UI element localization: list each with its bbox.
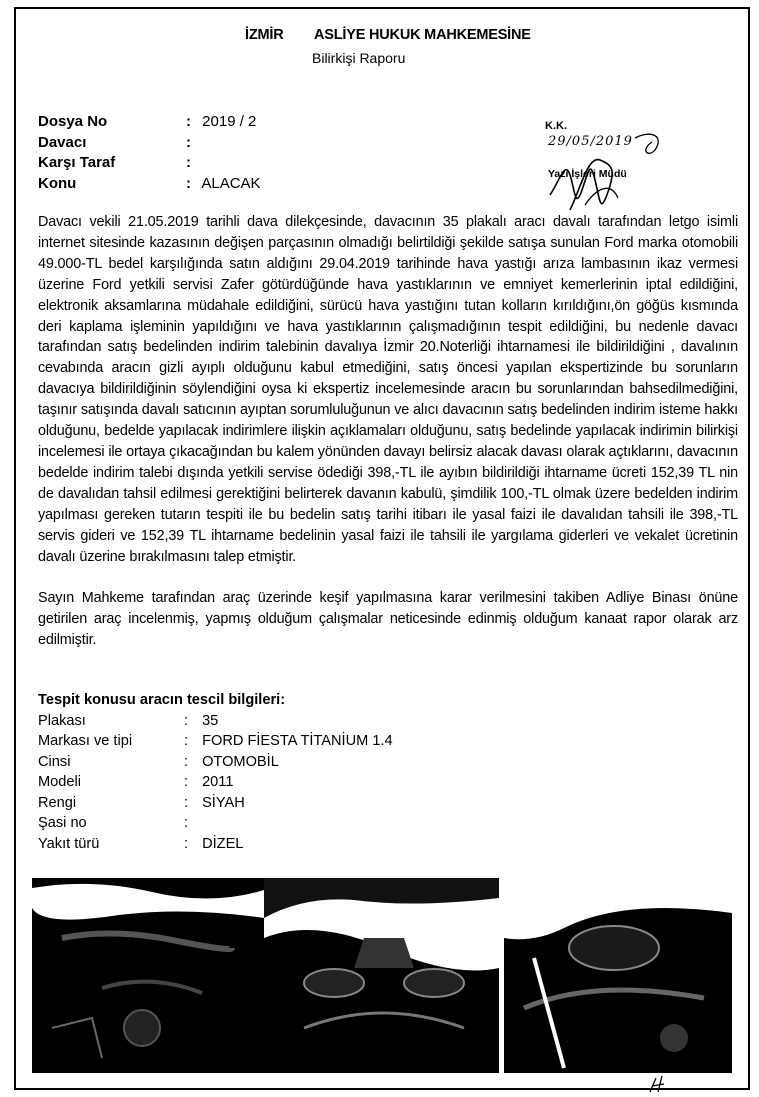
vehicle-info-label: Rengi xyxy=(38,794,77,811)
case-info-label: Karşı Taraf xyxy=(38,154,116,171)
vehicle-info xyxy=(38,690,393,854)
report-subtitle: Bilirkişi Raporu xyxy=(312,50,406,66)
city-name: İZMİR xyxy=(245,27,284,43)
case-info-value: ALACAK xyxy=(201,174,261,192)
vehicle-info-label: Plakası xyxy=(38,712,86,729)
stamp-date: 29/05/2019 xyxy=(548,134,633,149)
vehicle-info-value: 35 xyxy=(202,712,219,729)
vehicle-info-label: Modeli xyxy=(38,774,81,790)
body-paragraph: Davacı vekili 21.05.2019 tarihli dava dilekçesinde, davacının 35 plakalı aracı davalı tarafından letgo isimli internet sitesinde kazasının değişen parçasının olmadığı belirtildiği şekilde satışa sunulan Ford marka otomobili 49.000-TL bedel karşılığında satın aldığını 29.04.2019 tarihinde hava yastığı arıza lambasının ikaz vermesi üzerine Ford yetkili servisi Zafer götürdüğünde hava yastıklarının ve emniyet kemerlerinin iptal edildiğini, elektronik aksamlarına müdahale edildiğini, sürücü hava yastığını tutan kolların kırıldığını,ön göğüs kısmında deri kaplama işleminin yapıldığını ve hava yastıklarının çalışmadığının tespit edildiğini, bu nedenle davacı tarafından satış bedelinden indirim talebinin davalıya İzmir 20.Noterliği ihtarnamesi ile bildirildiğini , davalının cevabında aracın gizli ayıplı olduğunu kabul etmediğini, satış öncesi yapılan ekspertizinde bu sorunların davacıya bildirildiğinin söylendiğini oysa ki ekspertiz incelemesinde aracın bu sorunlarından bahsedilmediğini, taşınır satışında davalı satıcının ayıptan sorumluluğunun ve alıcı davacının satış bedelinden indirim isteme hakkı olduğunu, bedelde yapılacak indirimlere ilişkin açıklamaları olduğunu, satış bedelinde yapılacak indirimin bilirkişi incelemesi ile ortaya çıkacağından bu kalem yönünden davayı belirsiz alacak davası olarak açtıklarını, davacının bedelde indirim talebi dışında yetkili servise ödediği 398,-TL ile ayıbın bildirildiği ihtarname ücreti 152,39 TL nin de davalıdan tahsil edilmesi gerektiğini belirterek davanın kabulü, şimdilik 100,-TL olmak üzere bedelden indirim yapılması gereken tutarın tespiti ile bu bedelin satış tarihi itibarı ile yasal faizi ile davalıdan tahsili ile 398,-TL servis gideri ve 152,39 TL ihtarname bedelinin yasal faizi ile tahsili ile yargılama giderleri ve vekalet ücretinin davalı üzerine bırakılmasını talep etmiştir. xyxy=(38,214,738,565)
stamp-code: K.K. xyxy=(545,120,567,132)
vehicle-info-value: OTOMOBİL xyxy=(202,753,279,770)
vehicle-info-row: Yakıt türü : DİZEL xyxy=(38,834,393,855)
vehicle-info-value: 2011 xyxy=(202,774,234,790)
vehicle-info-value: DİZEL xyxy=(202,835,244,852)
case-info xyxy=(38,112,261,194)
case-info-label: Konu xyxy=(38,174,77,192)
vehicle-info-value: SİYAH xyxy=(202,794,245,811)
signature-scribble xyxy=(540,120,690,220)
body-paragraph: Sayın Mahkeme tarafından araç üzerinde keşif yapılmasına karar verilmesini takiben Adliye Binası önüne getirilen araç incelenmiş, yapmış olduğum çalışmalar neticesinde edinmiş olduğum kanaat rapor olarak arz edilmiştir. xyxy=(38,589,738,648)
vehicle-info-row: Şasi no : xyxy=(38,813,393,834)
court-name: ASLİYE HUKUK MAHKEMESİNE xyxy=(314,27,531,43)
case-info-row: Karşı Taraf : xyxy=(38,153,261,174)
vehicle-info-row: Cinsi : OTOMOBİL xyxy=(38,752,393,773)
vehicle-info-label: Markası ve tipi xyxy=(38,733,133,749)
vehicle-photo-2 xyxy=(264,878,499,1073)
vehicle-info-label: Cinsi xyxy=(38,753,71,770)
vehicle-info-row: Markası ve tipi : FORD FİESTA TİTANİUM 1.4 xyxy=(38,731,393,752)
vehicle-info-label: Yakıt türü xyxy=(38,835,100,852)
vehicle-info-row: Rengi : SİYAH xyxy=(38,793,393,814)
case-info-row: Konu : ALACAK xyxy=(38,174,261,195)
vehicle-info-title: Tespit konusu aracın tescil bilgileri: xyxy=(38,692,286,708)
page-mark xyxy=(646,1074,670,1094)
case-info-row: Davacı : xyxy=(38,133,261,154)
vehicle-info-value: FORD FİESTA TİTANİUM 1.4 xyxy=(202,733,393,749)
vehicle-info-row: Modeli : 2011 xyxy=(38,772,393,793)
case-info-label: Davacı xyxy=(38,133,87,151)
vehicle-photo-3 xyxy=(504,878,732,1073)
report-body xyxy=(38,212,738,671)
case-info-row: Dosya No : 2019 / 2 xyxy=(38,112,261,133)
vehicle-photos xyxy=(32,878,732,1073)
case-info-label: Dosya No xyxy=(38,113,108,130)
stamp-clerk: Yazı İşleri Müdü xyxy=(548,168,627,180)
case-info-value: 2019 / 2 xyxy=(202,113,257,130)
vehicle-info-row: Plakası : 35 xyxy=(38,711,393,732)
vehicle-info-label: Şasi no xyxy=(38,815,87,831)
vehicle-photo-1 xyxy=(32,878,264,1073)
